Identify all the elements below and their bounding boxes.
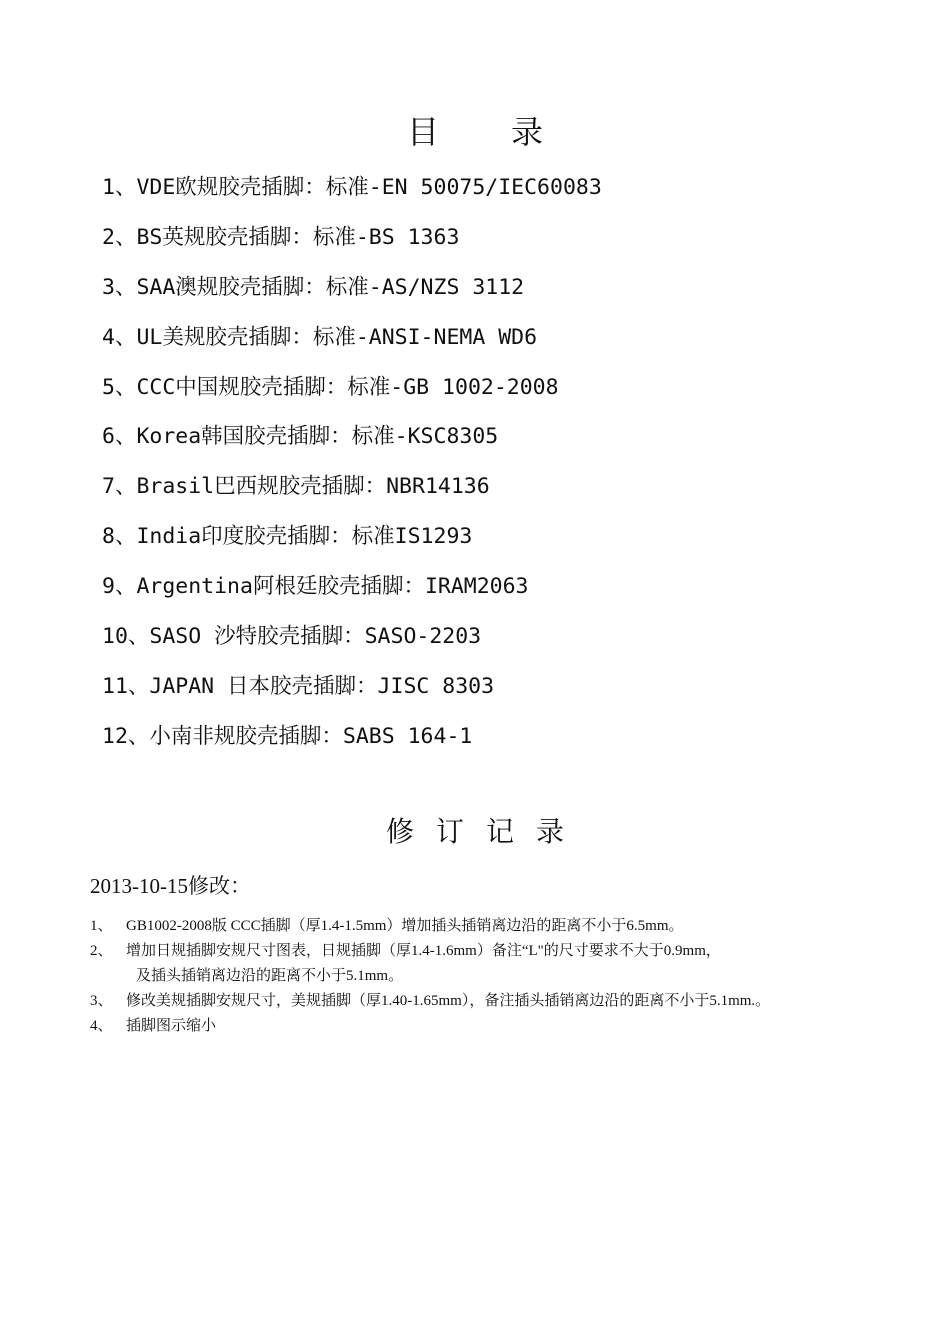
revision-title: 修订记录 <box>385 815 586 848</box>
toc-item: 10、SASO 沙特胶壳插脚：SASO-2203 <box>102 624 482 650</box>
toc-item: 11、JAPAN 日本胶壳插脚：JISC 8303 <box>102 673 495 699</box>
revision-entry <box>90 914 770 939</box>
revision-entry-number: 3、 <box>90 993 113 1009</box>
revision-entry-text: 插脚图示缩小 <box>126 1018 217 1034</box>
revision-entry-number: 4、 <box>90 1018 113 1034</box>
revision-date-heading: 2013-10-15修改： <box>90 874 251 898</box>
toc-list <box>102 170 602 769</box>
toc-item: 9、Argentina阿根廷胶壳插脚：IRAM2063 <box>102 574 529 600</box>
toc-item: 3、SAA澳规胶壳插脚：标准-AS/NZS 3112 <box>102 274 525 300</box>
toc-item: 8、India印度胶壳插脚：标准IS1293 <box>102 524 473 550</box>
revision-entry-number: 1、 <box>90 918 113 934</box>
toc-item: 4、UL美规胶壳插脚：标准-ANSI-NEMA WD6 <box>102 324 538 350</box>
revision-entry-number: 2、 <box>90 943 113 959</box>
revision-list <box>90 914 770 1039</box>
revision-entry-text-continued: 及插头插销离边沿的距离不小于5.1mm。 <box>136 968 404 984</box>
revision-entry-text: 修改美规插脚安规尺寸，美规插脚（厚1.40-1.65mm），备注插头插销离边沿的距离不小于5.1mm.。 <box>126 993 771 1009</box>
toc-item: 12、小南非规胶壳插脚：SABS 164-1 <box>102 723 473 749</box>
toc-item: 2、BS英规胶壳插脚：标准-BS 1363 <box>102 224 460 250</box>
revision-entry <box>90 939 770 989</box>
toc-item: 1、VDE欧规胶壳插脚：标准-EN 50075/IEC60083 <box>102 175 602 200</box>
revision-entry-text: GB1002-2008版 CCC插脚（厚1.4-1.5mm）增加插头插销离边沿的距离不小于6.5mm。 <box>126 918 684 934</box>
toc-title: 目录 <box>406 113 615 151</box>
toc-item: 6、Korea韩国胶壳插脚：标准-KSC8305 <box>102 424 499 450</box>
toc-item: 5、CCC中国规胶壳插脚：标准-GB 1002-2008 <box>102 374 559 400</box>
revision-entry <box>90 1014 770 1039</box>
toc-item: 7、Brasil巴西规胶壳插脚：NBR14136 <box>102 474 490 500</box>
revision-entry <box>90 989 770 1014</box>
revision-entry-text: 增加日规插脚安规尺寸图表，日规插脚（厚1.4-1.6mm）备注“L"的尺寸要求不大于0.9mm， <box>126 943 721 959</box>
